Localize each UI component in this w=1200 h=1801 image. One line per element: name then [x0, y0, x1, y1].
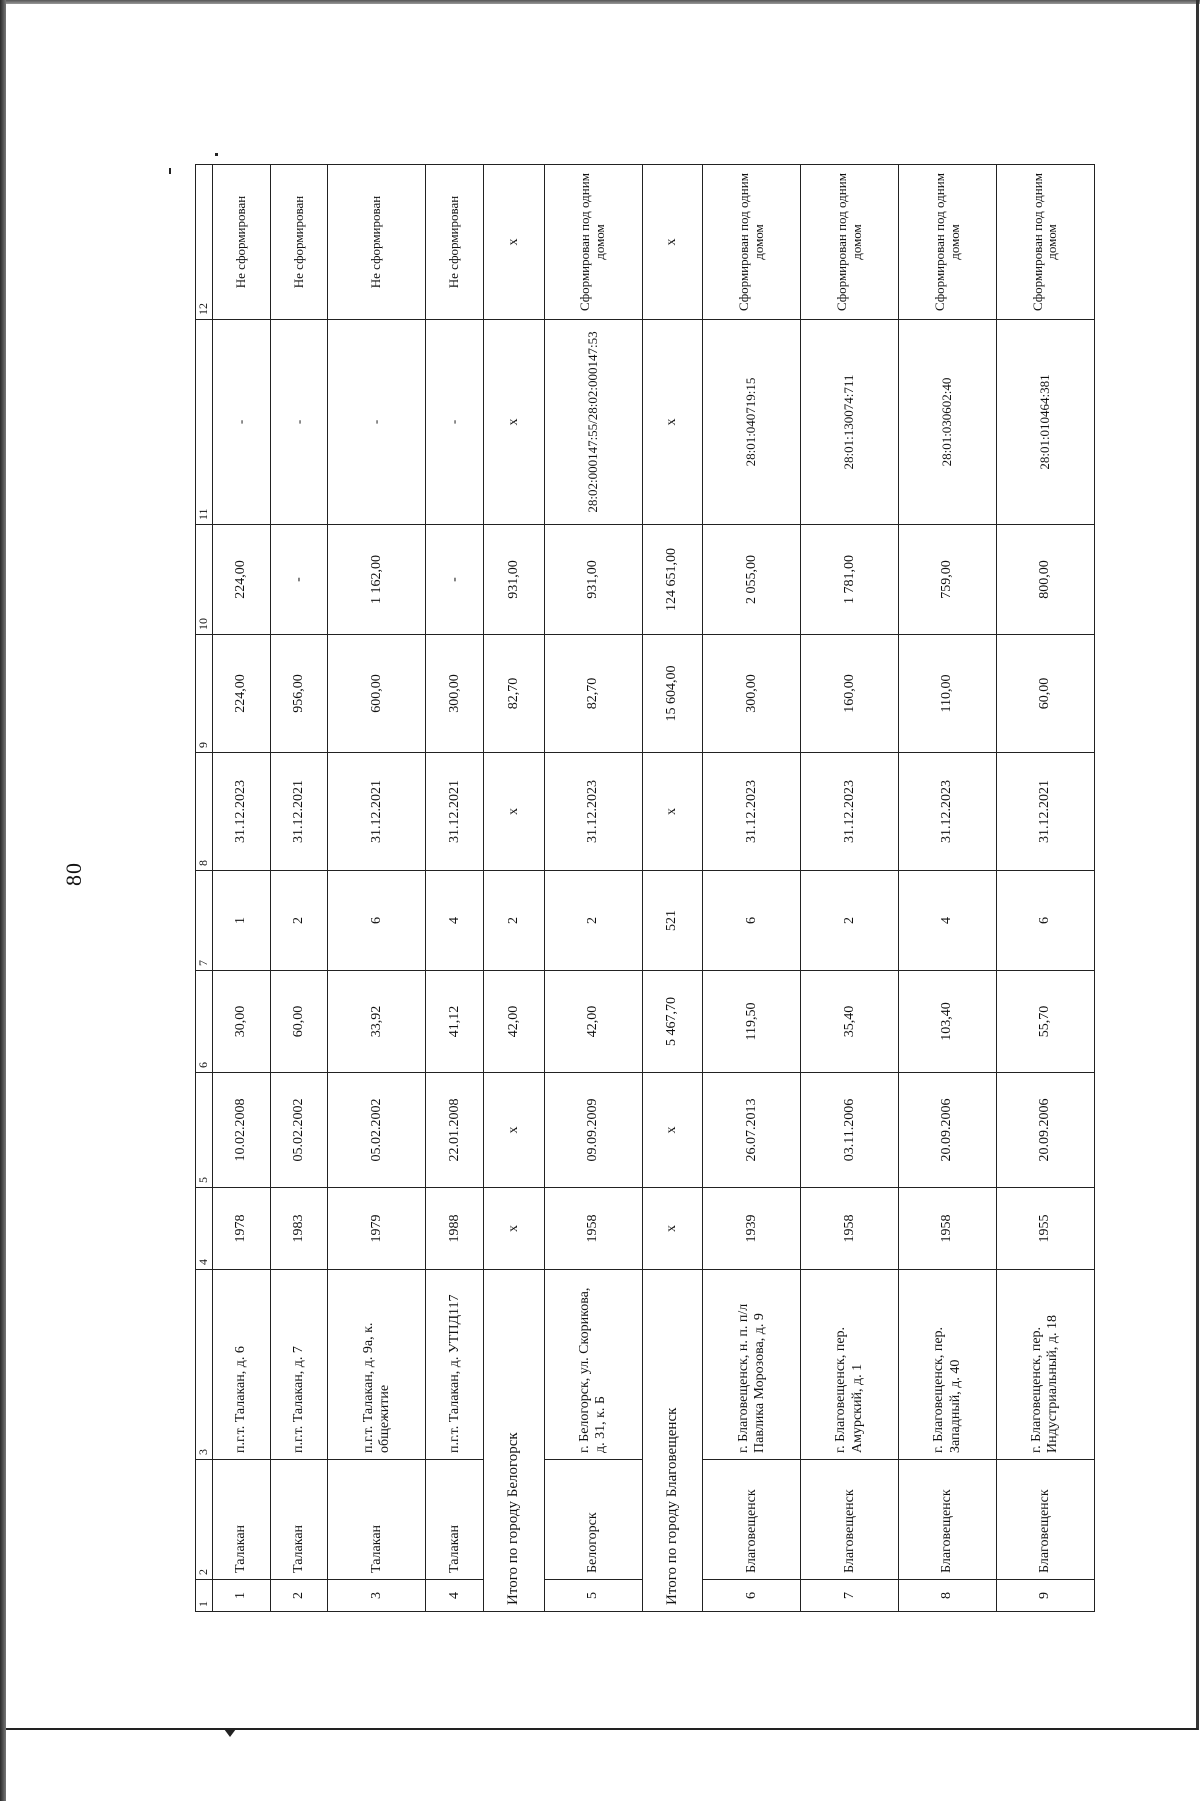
table-cell: 05.02.2002 [270, 1073, 328, 1188]
table-row [899, 165, 997, 1612]
table-cell: 759,00 [899, 525, 997, 635]
table-cell: 03.11.2006 [801, 1073, 899, 1188]
table-cell: х [484, 1188, 545, 1270]
table-cell: 28:02:000147:55/28:02:000147:53 [544, 320, 642, 525]
column-number-header: 11 [196, 320, 213, 525]
table-cell: 28:01:010464:381 [996, 320, 1094, 525]
table-cell: Не сформирован [426, 165, 484, 320]
table-cell: Сформирован под одним домом [544, 165, 642, 320]
table-cell: - [270, 320, 328, 525]
table-cell: 2 [484, 871, 545, 971]
table-cell: х [642, 1073, 703, 1188]
table-row [426, 165, 484, 1612]
table-cell: 7 [801, 1580, 899, 1612]
table-cell: х [642, 753, 703, 871]
column-number-header: 7 [196, 871, 213, 971]
scan-edge-top [0, 0, 1200, 4]
table-cell: 931,00 [484, 525, 545, 635]
table-cell: 3 [328, 1580, 426, 1612]
table-cell: Благовещенск [801, 1460, 899, 1580]
table-cell: 8 [899, 1580, 997, 1612]
table-cell: Сформирован под одним домом [801, 165, 899, 320]
table-cell: 521 [642, 871, 703, 971]
table-cell: 42,00 [544, 971, 642, 1073]
table-row [328, 165, 426, 1612]
table-cell: 1958 [801, 1188, 899, 1270]
table-cell: Белогорск [544, 1460, 642, 1580]
table-cell: 1 [213, 1580, 271, 1612]
table-cell: 1979 [328, 1188, 426, 1270]
table-cell: 05.02.2002 [328, 1073, 426, 1188]
table-cell: 28:01:040719:15 [703, 320, 801, 525]
table-cell: 300,00 [426, 635, 484, 753]
rotated-table-container [195, 165, 1095, 1612]
subtotal-row [484, 165, 545, 1612]
subtotal-label: Итого по городу Благовещенск [642, 1270, 703, 1612]
table-cell: Благовещенск [899, 1460, 997, 1580]
table-cell: п.г.т. Талакан, д. 7 [270, 1270, 328, 1460]
table-cell: х [484, 753, 545, 871]
housing-table [195, 164, 1095, 1612]
table-cell: Не сформирован [213, 165, 271, 320]
table-cell: 41,12 [426, 971, 484, 1073]
table-cell: 1955 [996, 1188, 1094, 1270]
table-cell: Сформирован под одним домом [899, 165, 997, 320]
table-body [213, 165, 1095, 1612]
table-cell: п.г.т. Талакан, д. 9а, к. общежитие [328, 1270, 426, 1460]
table-cell: 22.01.2008 [426, 1073, 484, 1188]
table-cell: 4 [426, 871, 484, 971]
table-cell: х [642, 320, 703, 525]
table-cell: Не сформирован [270, 165, 328, 320]
table-cell: 60,00 [996, 635, 1094, 753]
column-number-header: 2 [196, 1460, 213, 1580]
column-number-header: 9 [196, 635, 213, 753]
table-cell: 31.12.2021 [996, 753, 1094, 871]
scan-speck [215, 153, 218, 156]
table-cell: 103,40 [899, 971, 997, 1073]
table-cell: 1 [213, 871, 271, 971]
table-cell: 124 651,00 [642, 525, 703, 635]
table-cell: 60,00 [270, 971, 328, 1073]
table-cell: Талакан [270, 1460, 328, 1580]
table-cell: х [484, 320, 545, 525]
table-cell: Благовещенск [996, 1460, 1094, 1580]
page-number: 80 [61, 862, 86, 886]
table-cell: 2 [270, 871, 328, 971]
table-row [801, 165, 899, 1612]
table-cell: 5 [544, 1580, 642, 1612]
table-cell: п.г.т. Талакан, д. УТПД117 [426, 1270, 484, 1460]
column-number-header: 8 [196, 753, 213, 871]
table-cell: Талакан [328, 1460, 426, 1580]
column-number-header: 4 [196, 1188, 213, 1270]
table-cell: 2 [801, 871, 899, 971]
table-row [270, 165, 328, 1612]
table-cell: 28:01:130074:711 [801, 320, 899, 525]
table-cell: 6 [996, 871, 1094, 971]
table-cell: г. Белогорск, ул. Скорикова, д. 31, к. Б [544, 1270, 642, 1460]
table-cell: г. Благовещенск, пер. Индустриальный, д. 18 [996, 1270, 1094, 1460]
table-cell: х [642, 165, 703, 320]
table-cell: Не сформирован [328, 165, 426, 320]
table-row [703, 165, 801, 1612]
table-cell: - [426, 525, 484, 635]
table-cell: 224,00 [213, 525, 271, 635]
table-cell: г. Благовещенск, пер. Амурский, д. 1 [801, 1270, 899, 1460]
table-cell: 110,00 [899, 635, 997, 753]
table-cell: 35,40 [801, 971, 899, 1073]
table-cell: 800,00 [996, 525, 1094, 635]
table-row [996, 165, 1094, 1612]
subtotal-label: Итого по городу Белогорск [484, 1270, 545, 1612]
table-cell: п.г.т. Талакан, д. 6 [213, 1270, 271, 1460]
table-cell: х [484, 165, 545, 320]
table-cell: 6 [328, 871, 426, 971]
column-number-header: 3 [196, 1270, 213, 1460]
table-cell: 31.12.2023 [899, 753, 997, 871]
table-cell: 1978 [213, 1188, 271, 1270]
table-cell: 28:01:030602:40 [899, 320, 997, 525]
scan-edge-right [1196, 0, 1199, 1730]
column-number-row [196, 165, 213, 1612]
table-cell: 1 781,00 [801, 525, 899, 635]
table-cell: г. Благовещенск, пер. Западный, д. 40 [899, 1270, 997, 1460]
column-number-header: 6 [196, 971, 213, 1073]
table-cell: 1958 [899, 1188, 997, 1270]
table-cell: 55,70 [996, 971, 1094, 1073]
table-cell: 956,00 [270, 635, 328, 753]
table-cell: 20.09.2006 [996, 1073, 1094, 1188]
table-cell: 1988 [426, 1188, 484, 1270]
table-cell: 31.12.2023 [544, 753, 642, 871]
table-cell: 300,00 [703, 635, 801, 753]
table-cell: 224,00 [213, 635, 271, 753]
table-cell: 9 [996, 1580, 1094, 1612]
table-cell: 33,92 [328, 971, 426, 1073]
table-cell: 09.09.2009 [544, 1073, 642, 1188]
table-cell: 10.02.2008 [213, 1073, 271, 1188]
table-cell: 82,70 [544, 635, 642, 753]
column-number-header: 1 [196, 1580, 213, 1612]
table-cell: 31.12.2021 [328, 753, 426, 871]
table-cell: - [426, 320, 484, 525]
table-cell: 15 604,00 [642, 635, 703, 753]
table-cell: 1 162,00 [328, 525, 426, 635]
scan-notch-mark [224, 1729, 236, 1737]
table-cell: Сформирован под одним домом [703, 165, 801, 320]
table-cell: 119,50 [703, 971, 801, 1073]
table-cell: 4 [426, 1580, 484, 1612]
table-cell: - [270, 525, 328, 635]
table-cell: 31.12.2021 [426, 753, 484, 871]
table-cell: Талакан [426, 1460, 484, 1580]
scan-speck [169, 168, 171, 174]
column-number-header: 10 [196, 525, 213, 635]
table-cell: 31.12.2023 [213, 753, 271, 871]
scan-edge-bottom [6, 1728, 1198, 1730]
table-cell: 31.12.2023 [801, 753, 899, 871]
table-cell: 160,00 [801, 635, 899, 753]
table-cell: 2 [270, 1580, 328, 1612]
table-cell: х [484, 1073, 545, 1188]
table-cell: 2 [544, 871, 642, 971]
table-cell: г. Благовещенск, н. п. п/л Павлика Морозова, д. 9 [703, 1270, 801, 1460]
table-cell: Благовещенск [703, 1460, 801, 1580]
table-cell: Сформирован под одним домом [996, 165, 1094, 320]
table-row [213, 165, 271, 1612]
column-number-header: 5 [196, 1073, 213, 1188]
table-cell: - [213, 320, 271, 525]
table-cell: 42,00 [484, 971, 545, 1073]
subtotal-row [642, 165, 703, 1612]
table-cell: 1939 [703, 1188, 801, 1270]
table-cell: 931,00 [544, 525, 642, 635]
column-number-header: 12 [196, 165, 213, 320]
table-cell: 31.12.2023 [703, 753, 801, 871]
table-cell: 20.09.2006 [899, 1073, 997, 1188]
table-cell: 6 [703, 871, 801, 971]
table-cell: 30,00 [213, 971, 271, 1073]
table-cell: 5 467,70 [642, 971, 703, 1073]
table-row [544, 165, 642, 1612]
table-cell: х [642, 1188, 703, 1270]
table-cell: Талакан [213, 1460, 271, 1580]
table-cell: 31.12.2021 [270, 753, 328, 871]
table-cell: 6 [703, 1580, 801, 1612]
table-cell: 1983 [270, 1188, 328, 1270]
table-cell: 82,70 [484, 635, 545, 753]
table-cell: 600,00 [328, 635, 426, 753]
table-cell: - [328, 320, 426, 525]
table-cell: 4 [899, 871, 997, 971]
table-cell: 26.07.2013 [703, 1073, 801, 1188]
table-cell: 2 055,00 [703, 525, 801, 635]
table-cell: 1958 [544, 1188, 642, 1270]
scan-edge-left [0, 0, 6, 1801]
